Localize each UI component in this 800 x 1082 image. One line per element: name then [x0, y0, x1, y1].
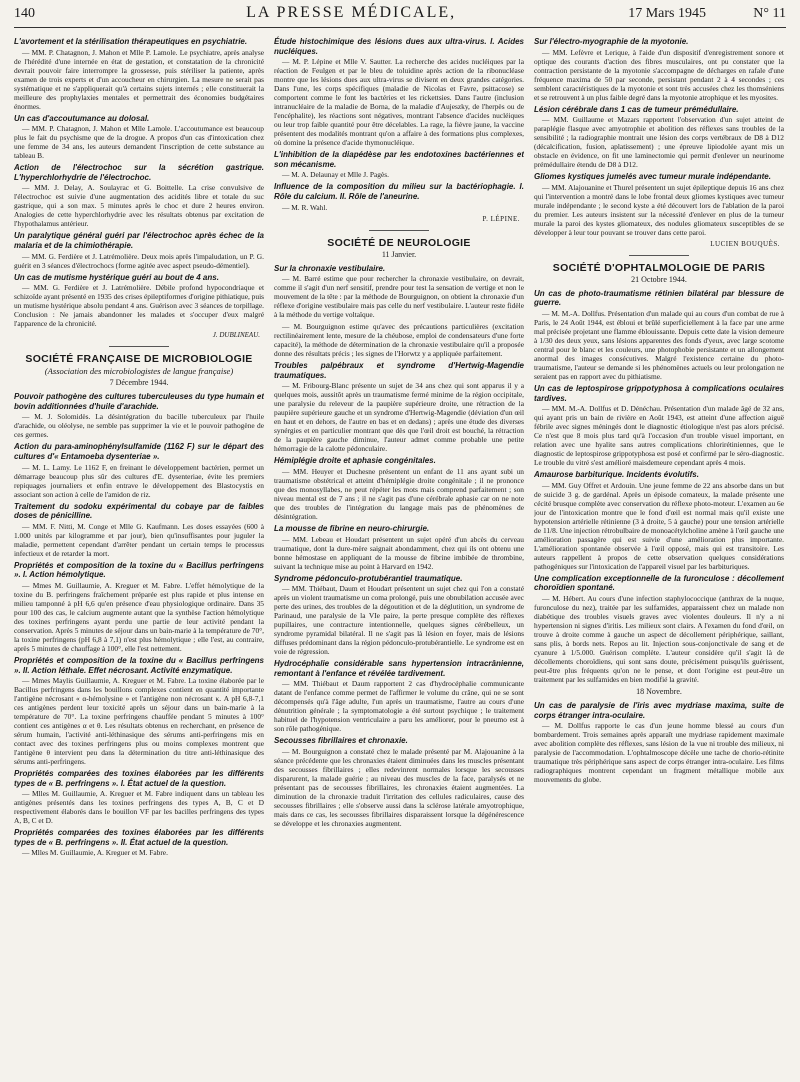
abstract-list	[274, 264, 524, 828]
session-date: 7 Décembre 1944.	[109, 378, 169, 388]
abstract-title: Traitement du sodoku expérimental du cobaye par de faibles doses de pénicilline.	[14, 501, 264, 521]
section-subtitle: (Association des microbiologistes de langue française)	[44, 366, 234, 377]
signature: LUCIEN BOUQUÈS.	[710, 239, 780, 248]
abstract-title: Étude histochimique des lésions dues aux ultra-virus. I. Acides nucléiques.	[274, 37, 524, 56]
divider	[369, 230, 429, 231]
abstract-title: Sur l'électro-myographie de la myotonie.	[534, 37, 689, 46]
abstract-list	[534, 701, 784, 784]
signature: P. LÉPINE.	[482, 214, 520, 223]
section-title: SOCIÉTÉ DE NEUROLOGIE	[327, 236, 471, 249]
abstract-title: Un cas de leptospirose grippotyphosa à complications oculaires tardives.	[534, 383, 784, 403]
abstract-title: Propriétés comparées des toxines élaborées par les différents types de « B. perfringens ». II. État actuel de la question.	[14, 828, 264, 847]
abstract-text: — M. Bourguignon estime qu'avec des précautions particulières (excitation rectilinéairement lente, mesure de la chéubose, emploi de condensateurs d'une forte capacité), la méthode de détermination de la chronaxie vestibulaire qu'il a proposée donne des résultats précis ; les signes de l'Horwtz y a appliquée parfaitement.	[274, 322, 524, 359]
abstract-title: Amaurose barbiturique. Incidents évolutifs.	[534, 470, 699, 480]
abstract-text: — Mlles M. Guillaumie, A. Kreguer et M. Fabre.	[22, 848, 168, 858]
abstract-text: — MM. Alajouanine et Thurel présentent un sujet épileptique depuis 16 ans chez qui l'intervention a montré dans le lobe frontal deux gliomes kystiques avec tumeur murale indépendante ; le second kyste a été découvert lors de l'ablation de la paroi du premier. Les auteurs insistent sur la nécessité d'enlever en plus de la tumeur murale la paroi des kystes gliomateux, des nodules gliomateux susceptibles de se développer à leur tour pouvant se trouver dans cette paroi.	[534, 182, 784, 237]
abstract-list	[534, 37, 784, 237]
abstract-text: — M. J. Solomidès. La désintégration du bacille tuberculeux par l'huile d'arachide, ou oléolyse, ne semble pas supprimer la vie et le pouvoir pathogène de ces germes.	[14, 412, 264, 440]
session-date: 18 Novembre.	[636, 686, 682, 696]
abstract-title: Influence de la composition du milieu sur la bactériophagie. I. Rôle du calcium. II. Rôle de l'aneurine.	[274, 182, 524, 201]
abstract-list	[534, 289, 784, 684]
section-title: SOCIÉTÉ FRANÇAISE DE MICROBIOLOGIE	[25, 353, 253, 366]
abstract-title: Secousses fibrillaires et chronaxie.	[274, 736, 408, 746]
abstract-title: Sur la chronaxie vestibulaire.	[274, 263, 386, 273]
abstract-text: — M. P. Lépine et Mlle V. Sautter. La recherche des acides nucléiques par la réaction de Feulgen et par le bleu de toluidine après action de la ribonucléase montre que les lésions dues aux ultra-virus se divisent en deux grandes catégories. Dans l'une, les corps spécifiques (maladie de Nicolas et Favre, psittacose) se comportent comme le font les bactéries et les rickettsies. Dans l'autre (inclusion intranucléaire de la maladie de Borna, de la maladie d'Aujeszky, de l'herpès ou de l'encéphalite), les réactions sont négatives, montrant l'absence d'acides nucléiques ou leur trop faible quantité pour être décelables. La rage, la fièvre jaune, la vaccine présentent des modalités montrant qu'on a affaire à des formations plus complexes, où domine la présence d'acide thymonucléique.	[274, 57, 524, 148]
abstract-title: Troubles palpébraux et syndrome d'Hertwig-Magendie traumatiques.	[274, 361, 524, 380]
abstract-text: — M. Hébert. Au cours d'une infection staphylococcique (anthrax de la nuque, furonculose du nez), traitée par les sulfamides, apparaissent chez un malade non diabétique des troubles visuels graves avec violentes douleurs. Il n'y a ni hypertension ni signes d'iritis. Les milieux sont clairs. A l'examen du fond d'œil, on trouve à droite comme à gauche un aspect de décollement périphérique, saillant, sans plis, à bords nets. Repos au lit. Injection sous-conjonctivale de sang et de cyanure à 1/5.000. Guérison complète. L'auteur considère qu'il s'agit là de décollements choroïdiens, qui sont sans doute, précisément puisqu'ils guérissent, peut-être plus fréquents qu'on ne le pense, et dont l'origine est peut-être un traitement par les sulfamides en bien modifié la gravité.	[534, 593, 784, 684]
abstract-title: Lésion cérébrale dans 1 cas de tumeur prémédullaire.	[534, 104, 739, 114]
page-header	[14, 4, 786, 26]
abstract-title: Hydrocéphalie considérable sans hypertension intracrânienne, remontant à l'enfance et révélée tardivement.	[274, 659, 524, 678]
abstract-title: Propriétés comparées des toxines élaborées par les différents types de « B. perfringens ». I. État actuel de la question.	[14, 769, 264, 788]
issue-number: N° 11	[753, 6, 786, 21]
abstract-title: Gliomes kystiques jumelés avec tumeur murale indépendante.	[534, 172, 771, 182]
abstract-list	[14, 392, 264, 857]
abstract-title: Un cas de paralysie de l'iris avec mydriase maxima, suite de corps étranger intra-oculaire.	[534, 700, 784, 720]
session-date: 11 Janvier.	[381, 249, 417, 259]
abstract-text: — MM. F. Nitti, M. Conge et Mlle G. Kaufmann. Les doses essayées (600 à 1.000 unités par kilogramme et par jour), bien qu'insuffisantes pour juguler la maladie, permettent cependant d'arrêter pendant un certain temps le processus infectieux et de retarder la mort.	[14, 521, 264, 558]
abstract-title: Syndrome pédonculo-protubérantiel traumatique.	[274, 573, 463, 583]
abstract-text: — M. L. Lamy. Le 1162 F, en freinant le développement bactérien, permet un démarrage beaucoup plus sûr des cultures d'E. dysenteriae, évite les premiers repiquages journaliers et enfin entrave le développement des Blastocystis en associant son action à celle de l'amidon de riz.	[14, 462, 264, 499]
abstract-text: — MM. Thiébaut et Daum rapportent 2 cas d'hydrocéphalie communicante datant de l'enfance comme permet de l'affirmer le volume du crâne, qui ne se sont décompensés qu'à l'âge adulte, l'un après un traumatisme, l'autre au cours d'une dénutrition générale ; la symptomatologie a été surtout psychique ; le traitement habituel de l'hypotension ventriculaire a paru les améliorer, pour le pneumo est à son rôle pathogénique.	[274, 679, 524, 734]
abstract-text: — MM. Guillaume et Mazars rapportent l'observation d'un sujet atteint de paraplégie flasque avec amyotrophie et abolition des réflexes sans troubles de la sensibilité ; la radiographie montrait une lésion des corps vertébraux de D8 à D12 (décalcification, fusion, aplatissement) ; une épreuve lipiodolée ayant mis un obstacle en évidence, on fit une laminectomie qui permit d'enlever un neurinome prémédullaire étendu de D8 à D12.	[534, 115, 784, 170]
masthead: LA PRESSE MÉDICALE,	[246, 4, 457, 21]
abstract-text: — M. Fribourg-Blanc présente un sujet de 34 ans chez qui sont apparus il y a quelques mois, aussitôt après un traumatisme fermé minime de la région occipitale, une paralysie du releveur de la paupière supérieure droite, une rétraction de la paupière supérieure gauche et un syndrome d'Hertwig-Magendie (déviation d'un œil en haut et en dehors, de l'autre en bas et en dedans) ; après une étude des diverses synérgies et en particulier montrant que dès que l'œil droit est bouché, la rétraction de la paupière gauche diminue, l'auteur admet comme probable une petite hémorragie de la calotte pédonculaire.	[274, 381, 524, 454]
divider	[629, 255, 689, 256]
abstract-text: — MM. Guy Offret et Ardouin. Une jeune femme de 22 ans absorbe dans un but de suicide 3 g. de gardénal. Après un épisode comateux, la malade présente une cécité brusque complète avec conservation du réflexe photo-moteur. L'examen au 6e jour de l'intoxication montre que le fond d'œil est normal mais qu'il existe une hypotension artérielle rétinienne (3 à droite, 5 à gauche) pour une tension artérielle de 11/8. Une injection rétrobulbaire de monoacétylcholine amène à l'œil gauche une amélioration passagère qui est suivie d'une amélioration plus importante. L'amélioration spontanée observée à l'œil opposé, mais qui est transitoire. Les auteurs rappellent à propos de cette observation quelques considérations pathogéniques sur l'intoxication de l'appareil visuel par les barbituriques.	[534, 480, 784, 571]
column-left	[14, 34, 264, 1074]
abstract-text: — MM. Lebeau et Houdart présentent un sujet opéré d'un abcès du cerveau traumatique, dont la dure-mère saignait abondamment, chez qui ils ont obtenu une bonne hémostase en appliquant de la mousse de fibrine imbibée de thrombine, suivant la technique mise au point à Harvard en 1942.	[274, 534, 524, 571]
abstract-text: — MM. P. Chatagnon, J. Mahon et Mlle P. Lamole. Le psychiatre, après analyse de l'hérédité d'une internée en état de gestation, et constatation de la chronicité devrait pouvoir faire interrompre la grossesse, puis stériliser la patiente, après examen de trois experts et d'un accoucheur en chirurgien. La mesure ne serait pas systématique et ne s'appliquerait qu'à certains sujets internés ; elle constituerait la meilleure des prophylaxies mentales et permettrait des économies budgétaires énormes.	[14, 47, 264, 111]
session-date: 21 Octobre 1944.	[631, 274, 687, 284]
abstract-text: — MM. P. Chatagnon, J. Mahon et Mlle Lamole. L'accoutumance est beaucoup plus le fait du psychisme que de la drogue. A propos d'un cas d'intoxication chez une femme de 34 ans, les auteurs demandent l'inscription de cette substance au tableau B.	[14, 124, 264, 161]
abstract-title: La mousse de fibrine en neuro-chirurgie.	[274, 523, 430, 533]
abstract-title: Un cas de photo-traumatisme rétinien bilatéral par blessure de guerre.	[534, 288, 784, 308]
abstract-title: Pouvoir pathogène des cultures tuberculeuses du type humain et bovin additionnées d'huile d'arachide.	[14, 392, 264, 411]
abstract-title: Hémiplégie droite et aphasie congénitales.	[274, 456, 436, 466]
abstract-text: — M. A. Delaunay et Mlle J. Pagès.	[282, 170, 389, 180]
abstract-text: — Mmes M. Guillaumie, A. Kreguer et M. Fabre. L'effet hémolytique de la toxine du B. perfringens fraîchement préparée est plus rapide et plus intense en milieu tamponné à pH 6,6 qu'en présence d'eau physiologique ordinaire. Dans 35 pour 100 des cas, le calcium augmente autant que la synthèse l'action hémolytique des toxines perfringens ayant perdu une partie de leur activité pendant la conservation. Après 5 minutes de séjour dans un bain-marie à la température de 70°, la toxine perfringens (pH 6,8 à 7,1) n'est plus hémolytique ; elle l'est, au contraire, après 5 minutes de chauffage à 100°, elle l'est nettement.	[14, 580, 264, 653]
divider	[109, 346, 169, 347]
abstract-title: Une complication exceptionnelle de la furonculose : décollement choroïdien spontané.	[534, 573, 784, 593]
abstract-text: — Mmes Maylis Guillaumie, A. Kreguer et M. Fabre. La toxine élaborée par le Bacillus perfringens dans les bouillons complexes contient en quantité importante l'antigène nécrosant « α-hémolysine » et l'antigène non nécrosant κ. A pH 6,8-7,1 ces antigènes perdent leur toxicité après un séjour dans un bain-marie à la température de 70°. La toxine perfringens chauffée pendant 5 minutes à 100° contient ces antigènes α et θ. Les résultats obtenus en recherchant, en présence de sérum humain, l'activité anti-léthinasique des sérums anti-perfringens mis en contact avec des toxines perfringens plus ou moins complexes montrent que l'antigène θ intervient peu dans la détermination du titre anti-léthinasique des sérums anti-perfringens.	[14, 676, 264, 767]
abstract-title: Action de l'électrochoc sur la sécrétion gastrique. L'hyperchlorhydrie de l'électrochoc.	[14, 163, 264, 182]
issue-date: 17 Mars 1945	[628, 6, 706, 21]
abstract-list	[274, 37, 524, 212]
abstract-title: Un paralytique général guéri par l'électrochoc après échec de la malaria et de la chimiothérapie.	[14, 231, 264, 250]
abstract-text: — M. Barré estime que pour rechercher la chronaxie vestibulaire, on devrait, comme il s'agit d'un nerf sensitif, prendre pour test la sensation de vertige et non le mouvement de la tête : par la méthode de Bourguignon, on obtient la chronaxie d'un réflexe d'origine vestibulaire mais pas celle du nerf vestibulaire. L'auteur reste fidèle à la méthode du vertige voltaïque.	[274, 274, 524, 320]
abstract-text: — M. Bourguignon a constaté chez le malade présenté par M. Alajouanine à la séance précédente que les chronaxies étaient diminuées dans les muscles présentant des secousses fibrillaires ; elles redevinrent normales lorsque les secousses disparurent, la malade guérie ; au niveau des muscles de la face, paralysés et ne présentant pas de secousses fibrillaires, les chronaxies étaient augmentées. La diminution de la chronaxie traduit l'irritation des cellules radiculaires, cause des secousses fibrillaires ; elle s'observe aussi dans la sclérose latérale amyotrophique, mais dans ce cas, les secousses fibrillaires disparaissent lorsque la dégénérescence se développe et les chronaxies augmentent.	[274, 746, 524, 828]
abstract-title: Propriétés et composition de la toxine du « Bacillus perfringens ». II. Action léthale. Effet nécrosant. Activité enzymatique.	[14, 655, 264, 675]
abstract-title: Action du para-aminophénylsulfamide (1162 F) sur le départ des cultures d'« Entamoeba dysenteriae ».	[14, 442, 264, 461]
section-title: SOCIÉTÉ D'OPHTALMOLOGIE DE PARIS	[552, 261, 766, 274]
abstract-list	[14, 37, 264, 328]
abstract-text: — M. M.-A. Dollfus. Présentation d'un malade qui au cours d'un combat de rue à Paris, le 24 Août 1944, est ébloui et brûlé superficiellement à la face par une arme mal précisée projetant une flamme éblouissante. Depuis cette date la vision demeure à 1/30 des deux yeux, sans lésions apparentes des fonds d'yeux, avec large scotome central pour le blanc et les couleurs, une photophobie persistante et un allongement anormal des images consécutives. Malgré l'existence certaine du photo-traumatisme, l'auteur se demande si les phénomènes actuels ou leur prolongation ne seraient pas en rapport avec du pithiatisme.	[534, 308, 784, 381]
abstract-title: L'avortement et la stérilisation thérapeutiques en psychiatrie.	[14, 37, 248, 46]
abstract-text: — MM. J. Delay, A. Soulayrac et G. Boittelle. La crise convulsive de l'électrochoc est suivie d'une augmentation des acidités libre et totale du suc gastrique, qui a son max. 5 minutes après le choc et dure 2 heures environ. Analogies de cette hyperchlorhydrie avec les résultats obtenus par excitation de l'hypothalamus antérieur.	[14, 183, 264, 229]
page-number: 140	[14, 6, 35, 21]
article-columns	[14, 34, 786, 1074]
abstract-text: — Mlles M. Guillaumie, A. Kreguer et M. Fabre indiquent dans un tableau les antigènes présentés dans les toxines perfringens des types A, B, C et D respectivement élaborés dans le bouillon VF par les bacilles perfringens des types A, B, C et D.	[14, 789, 264, 826]
abstract-text: — MM. G. Ferdière et J. Latrémolière. Débile profond hypocondriaque et schizoïde ayant présenté en 1935 des crises épileptiformes d'origine pithiatique, puis un mutisme hystérique absolu pendant 4 ans. Guérison avec 3 séances de torpillage. Conclusion : Ne jamais abandonner les malades et s'occuper d'eux malgré l'apparence de la chronicité.	[14, 283, 264, 329]
abstract-text: — MM. Lefèvre et Lerique, à l'aide d'un dispositif d'enregistrement sonore et optique des courants d'action des fibres musculaires, ont pu constater que la contraction persistante de la myotonie s'accompagne de décharges en rafale d'une fréquence maxima de 50 par seconde, persistant pendant 2 à 4 secondes ; ces semblent caractéristiques de la myotonie et sont très accusées chez les thomséniens et se retrouvent à un plus faible degré dans la myotonie atrophique et les myosites.	[534, 47, 784, 102]
abstract-text: — MM. Thiébaut, Daum et Houdart présentent un sujet chez qui l'on a constaté après un violent traumatisme un coma prolongé, puis une obnubilation accusée avec perte des urines, des troubles de la dégoutition et de la déglutition, un syndrome de Parinaud, une paralysie de la VIe paire, la perte presque complète des réflexes pupillaires, une contracture intentionnelle, quelques signes cérébelleux, un syndrome pyramidal bilatéral. Il ne s'agit pas là lésion en foyer, mais de lésions diffuses prédominant dans la région pédonculo-protubérantielle. Le syndrome est en voie de régression.	[274, 584, 524, 657]
abstract-text: — MM. M.-A. Dollfus et D. Dénéchau. Présentation d'un malade âgé de 32 ans, qui ayant pris un bain de rivière en Août 1943, est atteint d'une affection aiguë fébrile avec signes méningés dont le diagnostic étiologique n'est pas alors précisé. Ce n'est que 8 mois plus tard qu'à l'occasion d'un trouble visuel important, en relation avec une hyalite sans autres complications chlorirétiniennes, que le diagnostic de leptospirose grippotyphosa est posé et confirmé par le séro-diagnostic. Le trouble du vitré s'est amélioré maisdemeure cependant après 4 mois.	[534, 404, 784, 468]
header-rule	[14, 27, 786, 28]
abstract-text: — MM. Heuyer et Duchesne présentent un enfant de 11 ans ayant subi un traumatisme obstétrical et atteint d'hémiplégie droite congénitale ; il ne prononce que des monosyllabes, ne peut répéter les mots mais comprend parfaitement ; son niveau mental est de 7 ans ; il ne s'agit pas d'une cérébrale aphasie car on ne note que des troubles de l'intégration du langage mais pas de phénomènes de désintégration.	[274, 466, 524, 521]
column-middle	[274, 34, 524, 1074]
abstract-title: Un cas d'accoutumance au dolosal.	[14, 113, 150, 123]
abstract-text: — M. Dollfus rapporte le cas d'un jeune homme blessé au cours d'un bombardement. Trois semaines après apparaît une mydriase rapidement maximale avec abolition complète des réflexes, sans lésion de la vue ni trouble des milieux, ni paralysie de l'accommodation. L'ophtalmoscope décèle une tache de chorio-rétinite traumatique très périphérique sans aspect de corps étranger intra-oculaire. Les films radiographiques montrent cependant un fragment métallique mobile aux mouvements du globe.	[534, 721, 784, 785]
signature: J. DUBLINEAU.	[212, 331, 260, 340]
abstract-text: — M. R. Wahl.	[282, 202, 328, 212]
column-right	[534, 34, 784, 1074]
abstract-title: Propriétés et composition de la toxine du « Bacillus perfringens ». I. Action hémolytique.	[14, 560, 264, 580]
abstract-text: — MM. G. Ferdière et J. Latrémolière. Deux mois après l'impaludation, un P. G. guérit en 3 séances d'électrochocs (forme agitée avec aspect pseudo-démentiel).	[14, 251, 264, 270]
abstract-title: Un cas de mutisme hystérique guéri au bout de 4 ans.	[14, 272, 219, 282]
abstract-title: L'inhibition de la diapédèse par les endotoxines bactériennes et son mécanisme.	[274, 150, 524, 169]
